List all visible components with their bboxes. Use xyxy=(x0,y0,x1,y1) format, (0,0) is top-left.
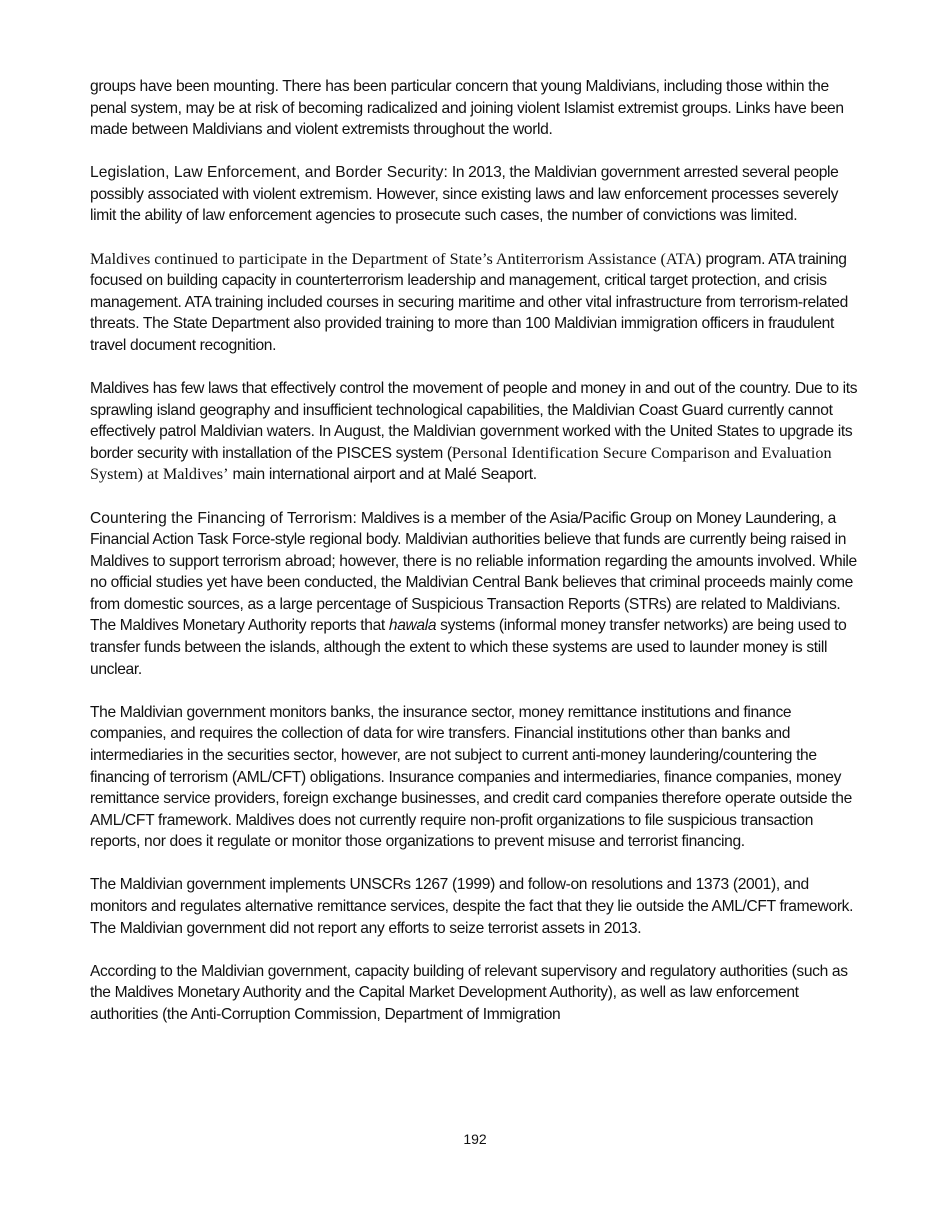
paragraph-text: In 2013, the Maldivian government arrested several people possibly associated with violent extremism. However, since existing laws and law enforcement processes severely limit the ability of law enforcement agencies to prosecute such cases, the number of convictions was limited. xyxy=(90,164,839,225)
section-heading-legislation: Legislation, Law Enforcement, and Border Security: xyxy=(90,164,448,182)
paragraph-text: Maldives has few laws that effectively control the movement of people and money in and out of the country. Due to its sprawling island geography and insufficient technological capabilities, the Maldivian Coast Guard currently cannot effectively patrol Maldivian waters. In August, the Maldivian government worked with the United States to upgrade its border security with installation of the PISCES system ( xyxy=(90,380,858,462)
paragraph-text: systems (informal money transfer networks) are being used to transfer funds between the islands, although the extent to which these systems are used to launder money is still unclear. xyxy=(90,617,847,678)
paragraph-lead-serif: Maldives continued to participate in the Department of State’s Antiterrorism Assistance (ATA) xyxy=(90,249,706,268)
paragraph-unscr-implementation xyxy=(90,874,865,939)
page-number: 192 xyxy=(463,1131,487,1147)
paragraph-capacity-building xyxy=(90,961,865,1026)
paragraph-ata-program xyxy=(90,249,865,357)
paragraph-border-security xyxy=(90,378,865,486)
paragraph-extremism-concerns xyxy=(90,76,865,141)
hawala-term: hawala xyxy=(388,617,437,635)
paragraph-financing-terrorism xyxy=(90,508,865,681)
paragraph-serif-run: Personal Identification Secure Comparison and Evaluation System) at Maldives’ xyxy=(90,443,832,484)
paragraph-text: groups have been mounting. There has been particular concern that young Maldivians, including those within the penal system, may be at risk of becoming radicalized and joining violent Islamist extremist groups. Links have been made between Maldivians and violent extremists throughout the world. xyxy=(90,78,844,139)
paragraph-financial-monitoring xyxy=(90,702,865,853)
paragraph-text: The Maldivian government implements UNSCRs 1267 (1999) and follow-on resolutions and 1373 (2001), and monitors and regulates alternative remittance services, despite the fact that they lie outside the AML/CFT framework. The Maldivian government did not report any efforts to seize terrorist assets in 2013. xyxy=(90,876,854,937)
paragraph-text: main international airport and at Malé Seaport. xyxy=(228,466,537,484)
section-heading-financing: Countering the Financing of Terrorism: xyxy=(90,509,357,527)
document-page xyxy=(90,76,865,1047)
paragraph-text: The Maldivian government monitors banks, the insurance sector, money remittance institutions and finance companies, and requires the collection of data for wire transfers. Financial institutions other than banks and intermediaries in the securities sector, however, are not subject to current anti-money laundering/countering the financing of terrorism (AML/CFT) obligations. Insurance companies and intermediaries, finance companies, money remittance service providers, foreign exchange businesses, and credit card companies therefore operate outside the AML/CFT framework. Maldives does not currently require non-profit organizations to file suspicious transaction reports, nor does it regulate or monitor those organizations to prevent misuse and terrorist financing. xyxy=(90,703,852,851)
paragraph-text: Maldives is a member of the Asia/Pacific Group on Money Laundering, a Financial Action Task Force-style regional body. Maldivian authorities believe that funds are currently being raised in Maldives to support terrorism abroad; however, there is no reliable information regarding the amounts involved. While no official studies yet have been conducted, the Maldivian Central Bank believes that criminal proceeds mainly come from domestic sources, as a large percentage of Suspicious Transaction Reports (STRs) are related to Maldivians. The Maldives Monetary Authority reports that xyxy=(90,509,857,635)
paragraph-legislation xyxy=(90,162,865,227)
paragraph-text: program. ATA training focused on building capacity in counterterrorism leadership and management, critical target protection, and crisis management. ATA training included courses in securing maritime and other vital infrastructure from terrorism-related threats. The State Department also provided training to more than 100 Maldivian immigration officers in fraudulent travel document recognition. xyxy=(90,250,848,354)
paragraph-text: According to the Maldivian government, capacity building of relevant supervisory and regulatory authorities (such as the Maldives Monetary Authority and the Capital Market Development Authority), as well as law enforcement authorities (the Anti-Corruption Commission, Department of Immigration xyxy=(90,962,848,1023)
